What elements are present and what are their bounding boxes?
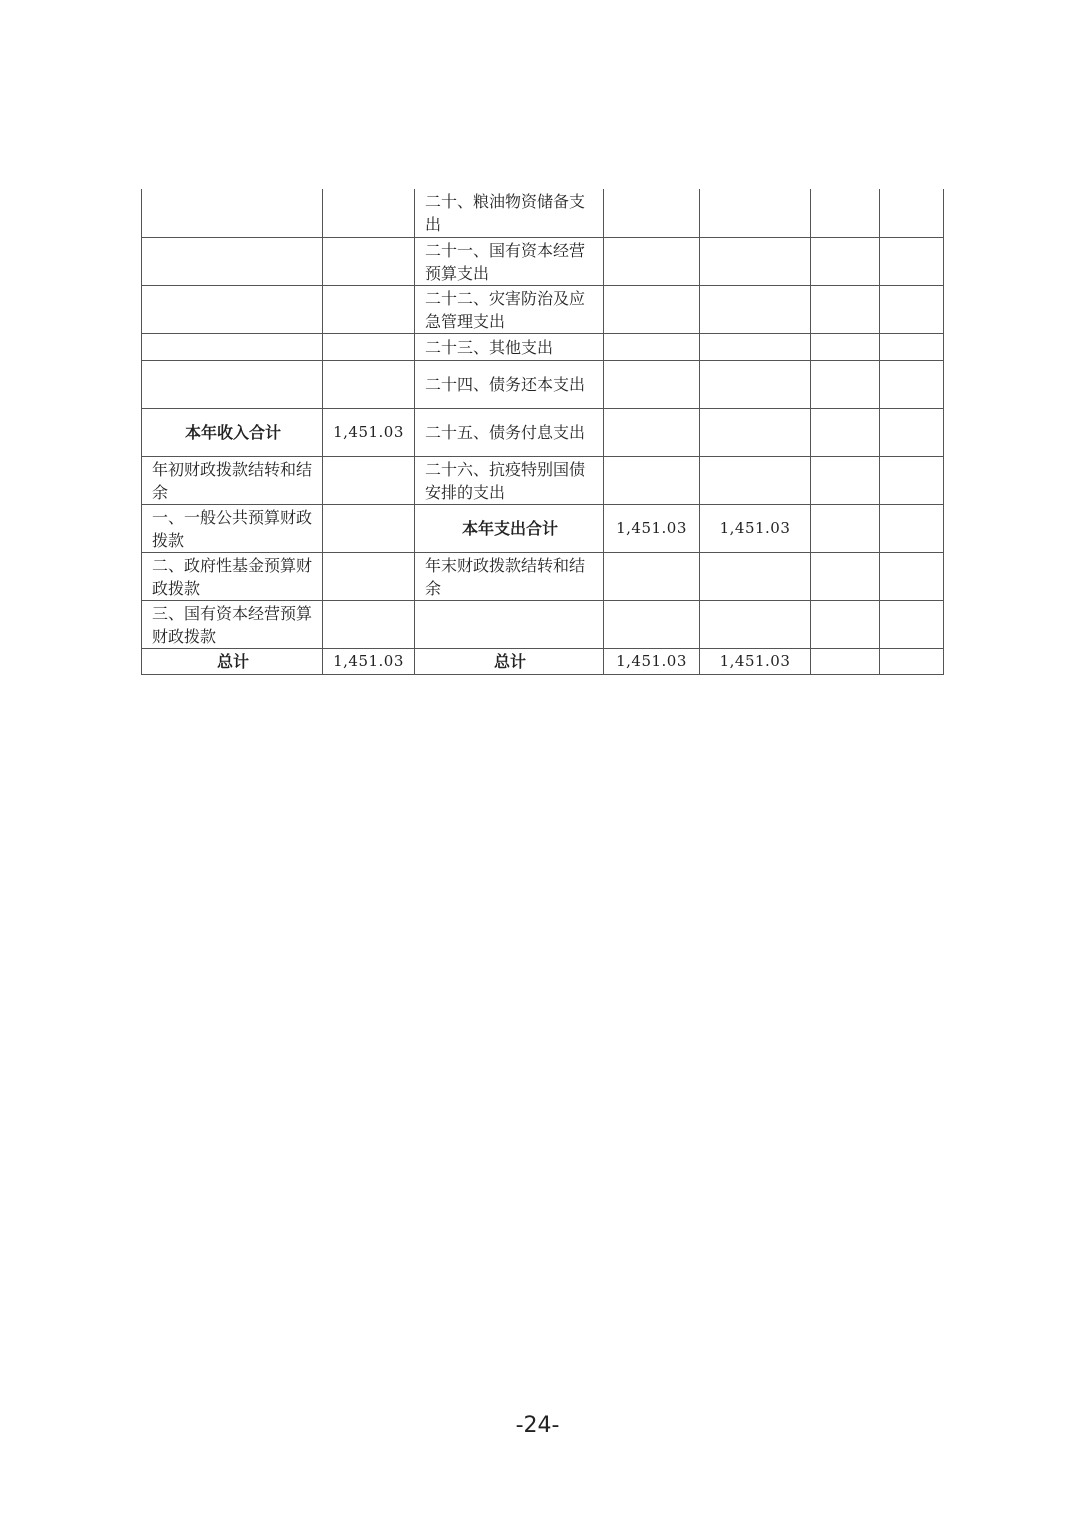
capital-budget-cell: [880, 408, 944, 456]
general-budget-cell: [700, 360, 811, 408]
income-item-cell: [142, 360, 323, 408]
income-amount-cell: [323, 333, 415, 360]
expense-item-cell: 二十、粮油物资储备支出: [415, 189, 604, 237]
capital-budget-cell: [880, 333, 944, 360]
fund-budget-cell: [811, 189, 880, 237]
fund-budget-cell: [811, 333, 880, 360]
income-amount-cell: [323, 600, 415, 648]
expense-total-cell: [604, 237, 700, 285]
fund-budget-cell: [811, 648, 880, 674]
general-budget-cell: [700, 333, 811, 360]
income-amount-cell: [323, 285, 415, 333]
expense-item-cell: 二十二、灾害防治及应急管理支出: [415, 285, 604, 333]
fund-budget-cell: [811, 504, 880, 552]
table-row: [142, 360, 944, 408]
budget-table: [141, 189, 944, 675]
fund-budget-cell: [811, 285, 880, 333]
expense-item-cell: 二十四、债务还本支出: [415, 360, 604, 408]
general-budget-cell: [700, 456, 811, 504]
expense-total-cell: [604, 600, 700, 648]
expense-grand-total-amount: 1,451.03: [604, 648, 700, 674]
table-row: [142, 189, 944, 237]
general-budget-subtotal: 1,451.03: [700, 504, 811, 552]
capital-budget-cell: [880, 504, 944, 552]
capital-budget-cell: [880, 189, 944, 237]
table-row: [142, 408, 944, 456]
expense-subtotal-amount: 1,451.03: [604, 504, 700, 552]
expense-total-cell: [604, 333, 700, 360]
table-row: [142, 648, 944, 674]
expense-total-cell: [604, 408, 700, 456]
expense-total-cell: [604, 360, 700, 408]
capital-budget-cell: [880, 648, 944, 674]
capital-budget-cell: [880, 285, 944, 333]
table-row: [142, 504, 944, 552]
page-number: -24-: [515, 1413, 560, 1438]
income-amount-cell: [323, 504, 415, 552]
fund-budget-cell: [811, 360, 880, 408]
fund-budget-cell: [811, 456, 880, 504]
income-amount-cell: [323, 552, 415, 600]
expense-item-cell: 二十一、国有资本经营预算支出: [415, 237, 604, 285]
general-budget-cell: [700, 408, 811, 456]
table-row: [142, 285, 944, 333]
income-amount-cell: [323, 237, 415, 285]
table-row: [142, 552, 944, 600]
expense-item-cell: 二十三、其他支出: [415, 333, 604, 360]
general-budget-cell: [700, 552, 811, 600]
capital-budget-cell: [880, 237, 944, 285]
income-amount-cell: [323, 456, 415, 504]
income-amount-cell: [323, 189, 415, 237]
expense-item-cell: 二十五、债务付息支出: [415, 408, 604, 456]
table-row: [142, 333, 944, 360]
expense-grand-total-label: 总计: [415, 648, 604, 674]
income-item-cell: [142, 189, 323, 237]
general-budget-grand-total: 1,451.03: [700, 648, 811, 674]
expense-total-cell: [604, 552, 700, 600]
income-subtotal-amount: 1,451.03: [323, 408, 415, 456]
fund-budget-cell: [811, 600, 880, 648]
table-row: [142, 456, 944, 504]
expense-total-cell: [604, 189, 700, 237]
expense-item-cell: 二十六、抗疫特别国债安排的支出: [415, 456, 604, 504]
income-item-cell: 年初财政拨款结转和结余: [142, 456, 323, 504]
general-budget-cell: [700, 285, 811, 333]
income-grand-total-label: 总计: [142, 648, 323, 674]
general-budget-cell: [700, 189, 811, 237]
capital-budget-cell: [880, 552, 944, 600]
general-budget-cell: [700, 237, 811, 285]
general-budget-cell: [700, 600, 811, 648]
expense-subtotal-label: 本年支出合计: [415, 504, 604, 552]
table-row: [142, 600, 944, 648]
income-item-cell: [142, 237, 323, 285]
expense-total-cell: [604, 456, 700, 504]
expense-total-cell: [604, 285, 700, 333]
capital-budget-cell: [880, 600, 944, 648]
expense-item-cell: [415, 600, 604, 648]
expense-item-cell: 年末财政拨款结转和结余: [415, 552, 604, 600]
capital-budget-cell: [880, 456, 944, 504]
income-item-cell: 二、政府性基金预算财政拨款: [142, 552, 323, 600]
income-item-cell: 一、一般公共预算财政拨款: [142, 504, 323, 552]
income-grand-total-amount: 1,451.03: [323, 648, 415, 674]
income-item-cell: [142, 333, 323, 360]
fund-budget-cell: [811, 237, 880, 285]
income-item-cell: [142, 285, 323, 333]
income-subtotal-label: 本年收入合计: [142, 408, 323, 456]
fund-budget-cell: [811, 552, 880, 600]
capital-budget-cell: [880, 360, 944, 408]
fund-budget-cell: [811, 408, 880, 456]
income-amount-cell: [323, 360, 415, 408]
table-row: [142, 237, 944, 285]
income-item-cell: 三、国有资本经营预算财政拨款: [142, 600, 323, 648]
